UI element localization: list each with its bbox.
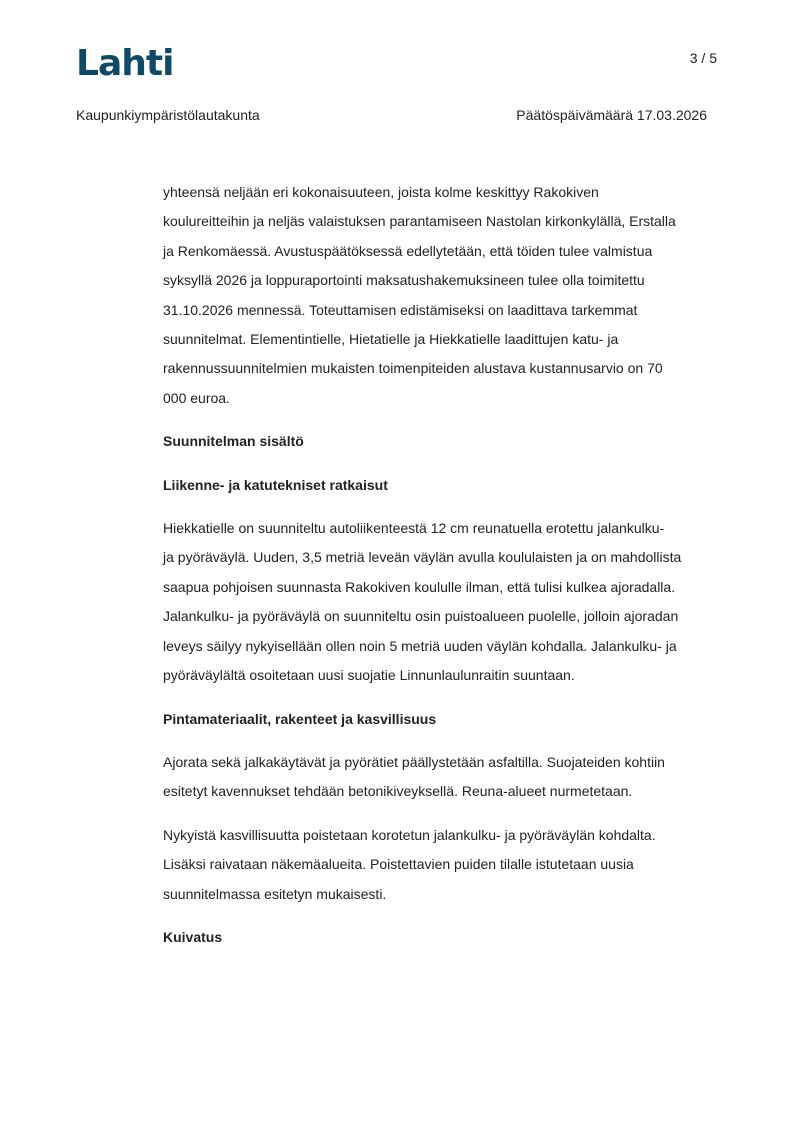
text-line: saapua pohjoisen suunnasta Rakokiven koululle ilman, että tulisi kulkea ajoradalla. bbox=[163, 578, 676, 595]
text-line: pyöräväylältä osoitetaan uusi suojatie Linnunlaulunraitin suuntaan. bbox=[163, 667, 575, 684]
document-body bbox=[163, 178, 723, 952]
text-line: Hiekkatielle on suunniteltu autoliikenteestä 12 cm reunatuella erotettu jalankulku- bbox=[163, 520, 665, 537]
decision-date: Päätöspäivämäärä 17.03.2026 bbox=[516, 107, 707, 123]
text-line: rakennussuunnitelmien mukaisten toimenpiteiden alustava kustannusarvio on 70 bbox=[163, 360, 663, 377]
text-line: 31.10.2026 mennessä. Toteuttamisen edistämiseksi on laadittava tarkemmat bbox=[163, 301, 638, 318]
lahti-logo: Lahti bbox=[76, 43, 174, 84]
text-line: ja Renkomäessä. Avustuspäätöksessä edellytetään, että töiden tulee valmistua bbox=[163, 242, 653, 259]
heading-drainage: Kuivatus bbox=[163, 928, 223, 945]
text-line: yhteensä neljään eri kokonaisuuteen, joista kolme keskittyy Rakokiven bbox=[163, 184, 599, 200]
heading-plan-contents: Suunnitelman sisältö bbox=[163, 433, 304, 450]
text-line: Jalankulku- ja pyöräväylä on suunniteltu osin puistoalueen puolelle, jolloin ajoradan bbox=[163, 608, 679, 625]
text-line: Nykyistä kasvillisuutta poistetaan korotetun jalankulku- ja pyöräväylän kohdalta. bbox=[163, 826, 656, 843]
heading-materials: Pintamateriaalit, rakenteet ja kasvillisuus bbox=[163, 710, 437, 727]
text-line: suunnitelmassa esitetyn mukaisesti. bbox=[163, 885, 387, 902]
text-line: esitetyt kavennukset tehdään betonikiveyksellä. Reuna-alueet nurmetetaan. bbox=[163, 783, 633, 800]
page-number: 3 / 5 bbox=[689, 50, 717, 66]
text-line: Lisäksi raivataan näkemäalueita. Poistettavien puiden tilalle istutetaan uusia bbox=[163, 856, 634, 873]
materials-paragraph bbox=[163, 748, 723, 807]
committee-name: Kaupunkiympäristölautakunta bbox=[76, 107, 260, 123]
text-line: suunnitelmat. Elementintielle, Hietatielle ja Hiekkatielle laadittujen katu- ja bbox=[163, 331, 619, 348]
text-line: koulureitteihin ja neljäs valaistuksen parantamiseen Nastolan kirkonkylällä, Erstalla bbox=[163, 213, 676, 230]
text-line: ja pyöräväylä. Uuden, 3,5 metriä leveän väylän avulla koululaisten ja on mahdollista bbox=[163, 549, 682, 566]
heading-traffic-solutions: Liikenne- ja katutekniset ratkaisut bbox=[163, 476, 388, 493]
intro-paragraph bbox=[163, 178, 723, 413]
text-line: Ajorata sekä jalkakäytävät ja pyörätiet päällystetään asfaltilla. Suojateiden kohtiin bbox=[163, 753, 665, 770]
text-line: leveys säilyy nykyisellään ollen noin 5 metriä uuden väylän kohdalla. Jalankulku- ja bbox=[163, 637, 677, 654]
vegetation-paragraph bbox=[163, 821, 723, 909]
traffic-paragraph bbox=[163, 514, 723, 690]
text-line: 000 euroa. bbox=[163, 389, 230, 406]
text-line: syksyllä 2026 ja loppuraportointi maksatushakemuksineen tulee olla toimitettu bbox=[163, 272, 645, 289]
